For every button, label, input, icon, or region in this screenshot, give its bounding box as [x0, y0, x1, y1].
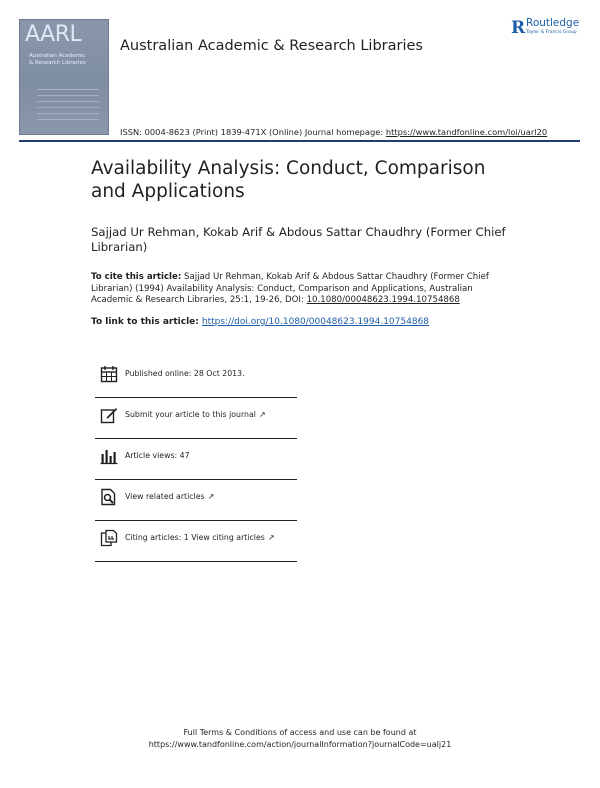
- external-link-icon: ↗: [207, 492, 215, 501]
- article-views-row: [95, 439, 297, 479]
- article-doi-link[interactable]: https://doi.org/10.1080/00048623.1994.10754868: [201, 317, 430, 327]
- footer-terms-text: Full Terms & Conditions of access and use can be found at: [183, 728, 417, 737]
- submit-article-row[interactable]: [95, 398, 297, 438]
- journal-title: Australian Academic & Research Libraries: [120, 38, 423, 54]
- cover-decoration: [37, 89, 99, 129]
- footer-terms-link[interactable]: https://www.tandfonline.com/action/journalInformation?journalCode=ualj21: [148, 739, 452, 749]
- publisher-tagline: Taylor & Francis Group: [526, 30, 577, 35]
- related-articles-link[interactable]: View related articles ↗: [125, 492, 215, 501]
- issn-text: ISSN: 0004-8623 (Print) 1839-471X (Online) Journal homepage:: [120, 127, 386, 137]
- search-document-icon: [100, 488, 118, 506]
- external-link-icon: ↗: [267, 533, 275, 542]
- article-title: Availability Analysis: Conduct, Comparison and Applications: [91, 158, 486, 202]
- external-link-icon: ↗: [258, 410, 266, 419]
- submit-article-link[interactable]: Submit your article to this journal ↗: [125, 410, 266, 419]
- calendar-icon: [100, 365, 118, 383]
- cite-doi-link[interactable]: 10.1080/00048623.1994.10754868: [306, 295, 460, 305]
- cite-label: To cite this article:: [91, 272, 182, 282]
- cover-title: AARL: [25, 22, 82, 47]
- link-label: To link to this article:: [91, 317, 199, 327]
- publisher-logo: [511, 16, 591, 40]
- article-views-text: Article views: 47: [125, 451, 190, 460]
- info-divider: [95, 561, 297, 562]
- cite-text: Sajjad Ur Rehman, Kokab Arif & Abdous Sattar Chaudhry (Former Chief Librarian) (1994) Availability Analysis: Conduct, Comparison and Applications, Australian Academic & Research Libraries, 25:1, 19-26, DOI:: [91, 272, 489, 305]
- edit-icon: [100, 406, 118, 424]
- publisher-name: Routledge: [526, 17, 580, 29]
- citing-icon: [100, 529, 118, 547]
- citing-articles-link[interactable]: Citing articles: 1 View citing articles ↗: [125, 533, 275, 542]
- related-articles-row[interactable]: [95, 480, 297, 520]
- journal-cover-image: [19, 19, 109, 135]
- bar-chart-icon: [100, 447, 118, 465]
- published-online-text: Published online: 28 Oct 2013.: [125, 369, 245, 378]
- routledge-r-icon: R: [511, 18, 526, 38]
- article-authors: Sajjad Ur Rehman, Kokab Arif & Abdous Sattar Chaudhry (Former Chief Librarian): [91, 225, 506, 254]
- cover-subtitle: Australian Academic & Research Libraries: [29, 53, 86, 66]
- article-link-line: [91, 317, 511, 327]
- header-rule: [19, 140, 580, 142]
- journal-homepage-link[interactable]: https://www.tandfonline.com/loi/uarl20: [385, 127, 548, 137]
- citing-articles-row[interactable]: [95, 521, 297, 561]
- issn-line: [120, 127, 547, 137]
- published-online-row: [95, 357, 297, 397]
- citation-block: [91, 272, 511, 307]
- footer: [0, 727, 600, 750]
